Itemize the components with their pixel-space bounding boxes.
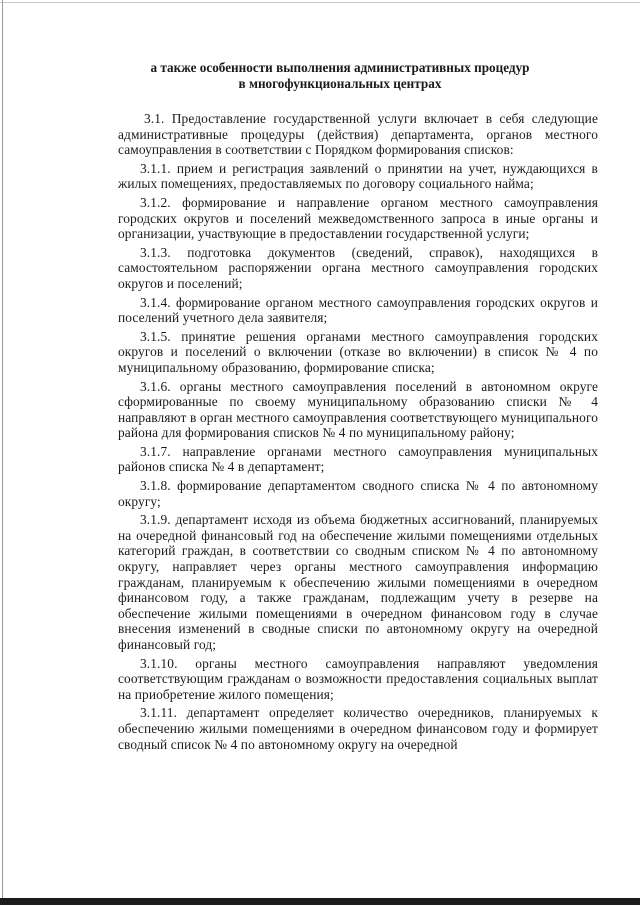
section-heading [120,60,560,92]
paragraph-3-1-9: 3.1.9. департамент исходя из объема бюджетных ассигнований, планируемых на очередной финансовый год на обеспечение жилыми помещениями отдельных категорий граждан, в соответствии со сводным списком № 4 по автономному округу, направляет через органы местного самоуправления информацию гражданам, планируемым к обеспечению жилыми помещениями в очередном финансовом году, а также гражданам, подлежащим учету в резерве на обеспечение жилыми помещениями в очередном финансовом году в случае внесения изменений в сводные списки по автономному округу на очередной финансовый год; [118,512,598,652]
paragraph-3-1-11: 3.1.11. департамент определяет количество очередников, планируемых к обеспечению жилыми помещениями в очередном финансовом году и формирует сводный список № 4 по автономному округу на очередной [118,705,598,752]
paragraph-3-1-6: 3.1.6. органы местного самоуправления поселений в автономном округе сформированные по своему муниципальному образованию списки № 4 направляют в орган местного самоуправления соответствующего муниципального района для формирования списков № 4 по муниципальному району; [118,378,598,441]
paragraph-3-1-7: 3.1.7. направление органами местного самоуправления муниципальных районов списка № 4 в департамент; [118,443,598,475]
heading-line-1: а также особенности выполнения административных процедур [150,60,530,75]
heading-line-2: в многофункциональных центрах [238,76,442,91]
scan-edge-left [2,0,3,905]
scan-bottom-border [0,898,640,905]
paragraph-3-1-8: 3.1.8. формирование департаментом сводного списка № 4 по автономному округу; [118,478,598,509]
document-body [118,111,598,755]
paragraph-3-1-2: 3.1.2. формирование и направление органом местного самоуправления городских округов и поселений межведомственного запроса в иные органы и организации, участвующие в предоставлении государственной услуги; [118,194,598,242]
paragraph-3-1: 3.1. Предоставление государственной услуги включает в себя следующие административные процедуры (действия) департамента, органов местного самоуправления в соответствии с Порядком формирования списков: [118,111,598,158]
scan-edge-top [0,2,640,3]
paragraph-3-1-10: 3.1.10. органы местного самоуправления направляют уведомления соответствующим гражданам о возможности предоставления социальных выплат на приобретение жилого помещения; [118,655,598,702]
paragraph-3-1-5: 3.1.5. принятие решения органами местного самоуправления городских округов и поселений о включении (отказе во включении) в список № 4 по муниципальному образованию, формирование списка; [118,328,598,375]
paragraph-3-1-3: 3.1.3. подготовка документов (сведений, справок), находящихся в самостоятельном распоряжении органа местного самоуправления городских округов и поселений; [118,244,598,291]
paragraph-3-1-4: 3.1.4. формирование органом местного самоуправления городских округов и поселений учетного дела заявителя; [118,294,598,326]
paragraph-3-1-1: 3.1.1. прием и регистрация заявлений о принятии на учет, нуждающихся в жилых помещениях, предоставляемых по договору социального найма; [118,160,598,192]
